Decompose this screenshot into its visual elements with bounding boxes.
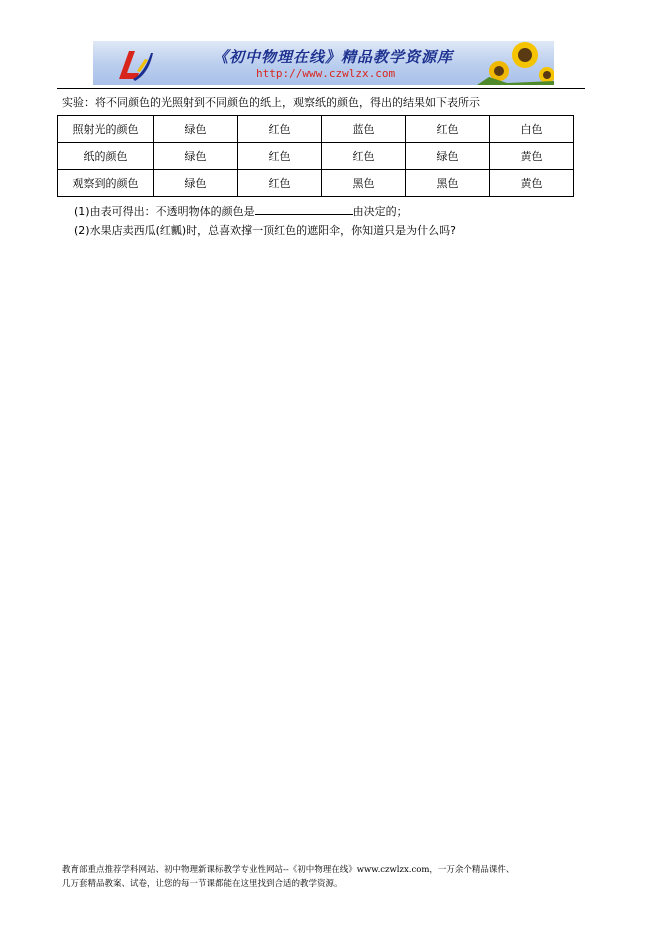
table-cell: 照射光的颜色 (58, 116, 154, 143)
table-cell: 红色 (406, 116, 490, 143)
table-cell: 蓝色 (322, 116, 406, 143)
table-cell: 红色 (238, 116, 322, 143)
table-cell: 红色 (238, 170, 322, 197)
question-1-text: (1)由表可得出：不透明物体的颜色是 (74, 205, 255, 218)
sunflower-icon (477, 41, 554, 85)
table-cell: 黑色 (406, 170, 490, 197)
table-cell: 红色 (238, 143, 322, 170)
table-cell: 黄色 (490, 170, 574, 197)
answer-blank (255, 203, 353, 215)
table-row (58, 170, 574, 197)
table-cell: 纸的颜色 (58, 143, 154, 170)
banner-title: 《初中物理在线》精品教学资源库 (213, 48, 454, 66)
table-cell: 绿色 (154, 170, 238, 197)
site-logo-icon (115, 45, 155, 83)
table-row (58, 143, 574, 170)
table-cell: 绿色 (406, 143, 490, 170)
table-cell: 绿色 (154, 116, 238, 143)
table-cell: 绿色 (154, 143, 238, 170)
banner-url: http://www.czwlzx.com (256, 67, 396, 80)
question-2: (2)水果店卖西瓜(红瓤)时，总喜欢撑一顶红色的遮阳伞，你知道只是为什么吗? (74, 224, 457, 237)
header-banner (93, 41, 554, 85)
header-divider (57, 88, 585, 89)
table-cell: 黑色 (322, 170, 406, 197)
page-footer (62, 863, 602, 891)
question-1 (74, 203, 408, 219)
footer-line-2: 几万套精品教案、试卷，让您的每一节课都能在这里找到合适的教学资源。 (62, 879, 343, 889)
question-1-tail: 由决定的； (352, 205, 408, 218)
table-cell: 白色 (490, 116, 574, 143)
experiment-intro: 实验：将不同颜色的光照射到不同颜色的纸上，观察纸的颜色，得出的结果如下表所示 (62, 96, 480, 109)
table-row (58, 116, 574, 143)
table-cell: 红色 (322, 143, 406, 170)
table-cell: 观察到的颜色 (58, 170, 154, 197)
footer-line-1: 教育部重点推荐学科网站、初中物理新课标教学专业性网站--《初中物理在线》www.czwlzx.com，一万余个精品课件、 (62, 865, 515, 875)
table-cell: 黄色 (490, 143, 574, 170)
results-table (57, 115, 574, 197)
